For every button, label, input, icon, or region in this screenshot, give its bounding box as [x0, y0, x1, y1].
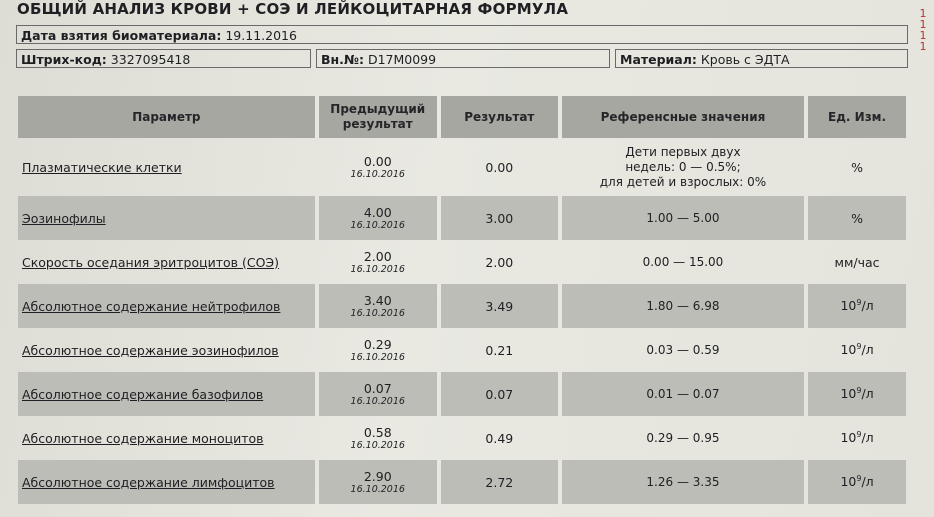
unit-cell: [808, 416, 906, 460]
col-header-unit: Ед. Изм.: [808, 96, 906, 138]
previous-date: 16.10.2016: [350, 307, 405, 319]
reference-line: недель: 0 — 0.5%;: [625, 159, 741, 174]
unit-tail: /л: [861, 298, 874, 314]
previous-result-cell: [319, 196, 437, 240]
unit-base: 10: [840, 298, 857, 314]
previous-value: 3.40: [363, 292, 392, 308]
material-label: Материал:: [620, 52, 697, 67]
reference-range-cell: [562, 460, 804, 504]
result-value: 2.72: [441, 460, 558, 504]
reference-line: 0.01 — 0.07: [646, 386, 720, 401]
unit-cell: [808, 196, 906, 240]
previous-result-cell: [319, 416, 437, 460]
col-header-previous: Предыдущий результат: [319, 96, 437, 138]
table-row: [18, 284, 906, 328]
unit-base: мм/час: [834, 254, 880, 270]
previous-result-cell: [319, 460, 437, 504]
barcode-field: [16, 49, 311, 68]
reference-range-cell: [562, 138, 804, 196]
results-table: [14, 96, 910, 504]
reference-line: 1.80 — 6.98: [646, 298, 720, 313]
unit-base: 10: [840, 386, 857, 402]
unit-base: 10: [840, 474, 857, 490]
parameter-name: Плазматические клетки: [22, 159, 182, 175]
unit-tail: /л: [861, 342, 874, 358]
reference-line: 1.00 — 5.00: [646, 210, 720, 225]
previous-result-cell: [319, 138, 437, 196]
previous-date: 16.10.2016: [350, 351, 405, 363]
table-row: [18, 328, 906, 372]
result-value: 3.49: [441, 284, 558, 328]
internal-number-label: Вн.№:: [321, 52, 364, 67]
result-value: 0.07: [441, 372, 558, 416]
result-value: 0.00: [485, 159, 514, 175]
reference-line: для детей и взрослых: 0%: [599, 174, 767, 189]
edge-mark: 1: [919, 40, 927, 53]
col-header-result: Результат: [441, 96, 558, 138]
unit-cell: [808, 284, 906, 328]
previous-value: 2.90: [363, 468, 392, 484]
reference-range-cell: [562, 372, 804, 416]
previous-date: 16.10.2016: [350, 439, 405, 451]
table-header-row: [18, 96, 906, 138]
edge-mark: 1: [919, 18, 927, 31]
edge-marks: [912, 8, 934, 108]
internal-number-value: D17M0099: [367, 52, 437, 67]
previous-date: 16.10.2016: [350, 168, 405, 180]
unit-exponent: 9: [856, 342, 862, 352]
unit-tail: /л: [861, 474, 874, 490]
result-value: 2.00: [485, 254, 514, 270]
previous-value: 0.00: [363, 153, 392, 169]
reference-range-cell: [562, 416, 804, 460]
parameter-name: Скорость оседания эритроцитов (СОЭ): [22, 254, 280, 270]
table-row: [18, 372, 906, 416]
previous-value: 4.00: [363, 204, 392, 220]
table-row: [18, 460, 906, 504]
material-field: [615, 49, 908, 68]
previous-value: 2.00: [363, 248, 392, 264]
previous-date: 16.10.2016: [350, 395, 405, 407]
col-header-parameter: Параметр: [18, 96, 315, 138]
table-row: [18, 416, 906, 460]
table-row: [18, 196, 906, 240]
previous-value: 0.58: [363, 424, 392, 440]
sample-date-field: [16, 25, 908, 44]
report-title: ОБЩИЙ АНАЛИЗ КРОВИ + СОЭ И ЛЕЙКОЦИТАРНАЯ ФОРМУЛА: [17, 0, 569, 18]
parameter-name: Абсолютное содержание эозинофилов: [22, 342, 279, 358]
reference-line: 1.26 — 3.35: [646, 474, 720, 489]
unit-tail: /л: [861, 430, 874, 446]
previous-value: 0.07: [363, 380, 392, 396]
parameter-name: Абсолютное содержание нейтрофилов: [18, 284, 315, 328]
internal-number-field: [316, 49, 610, 68]
sample-date-value: 19.11.2016: [225, 28, 297, 43]
reference-range-cell: [562, 328, 804, 372]
reference-line: 0.29 — 0.95: [646, 430, 720, 445]
unit-cell: [808, 328, 906, 372]
unit-tail: /л: [861, 386, 874, 402]
result-value: 0.49: [485, 430, 514, 446]
unit-cell: [808, 460, 906, 504]
unit-base: 10: [840, 342, 857, 358]
unit-cell: [808, 372, 906, 416]
reference-line: 0.00 — 15.00: [642, 254, 724, 269]
result-value: 0.21: [485, 342, 514, 358]
unit-base: %: [851, 159, 863, 175]
previous-date: 16.10.2016: [350, 483, 405, 495]
reference-range-cell: [562, 196, 804, 240]
reference-range-cell: [562, 240, 804, 284]
unit-base: 10: [840, 430, 857, 446]
unit-exponent: 9: [856, 474, 862, 484]
previous-value: 0.29: [363, 336, 392, 352]
reference-line: Дети первых двух: [625, 144, 741, 159]
unit-cell: [808, 240, 906, 284]
previous-date: 16.10.2016: [350, 219, 405, 231]
previous-result-cell: [319, 328, 437, 372]
edge-mark: 1: [919, 7, 927, 20]
sample-date-label: Дата взятия биоматериала:: [21, 28, 222, 43]
unit-base: %: [851, 210, 863, 226]
table-row: [18, 138, 906, 196]
unit-exponent: 9: [856, 298, 862, 308]
unit-exponent: 9: [856, 430, 862, 440]
result-value: 3.00: [441, 196, 558, 240]
edge-mark: 1: [919, 29, 927, 42]
reference-range-cell: [562, 284, 804, 328]
previous-result-cell: [319, 372, 437, 416]
material-value: Кровь с ЭДТА: [700, 52, 790, 67]
reference-line: 0.03 — 0.59: [646, 342, 720, 357]
parameter-name: Абсолютное содержание моноцитов: [22, 430, 264, 446]
previous-result-cell: [319, 240, 437, 284]
table-row: [18, 240, 906, 284]
barcode-value: 3327095418: [110, 52, 191, 67]
previous-date: 16.10.2016: [350, 263, 405, 275]
unit-cell: [808, 138, 906, 196]
parameter-name: Абсолютное содержание лимфоцитов: [18, 460, 315, 504]
col-header-reference: Референсные значения: [562, 96, 804, 138]
previous-result-cell: [319, 284, 437, 328]
unit-exponent: 9: [856, 386, 862, 396]
barcode-label: Штрих-код:: [21, 52, 107, 67]
parameter-name: Эозинофилы: [18, 196, 315, 240]
parameter-name: Абсолютное содержание базофилов: [18, 372, 315, 416]
